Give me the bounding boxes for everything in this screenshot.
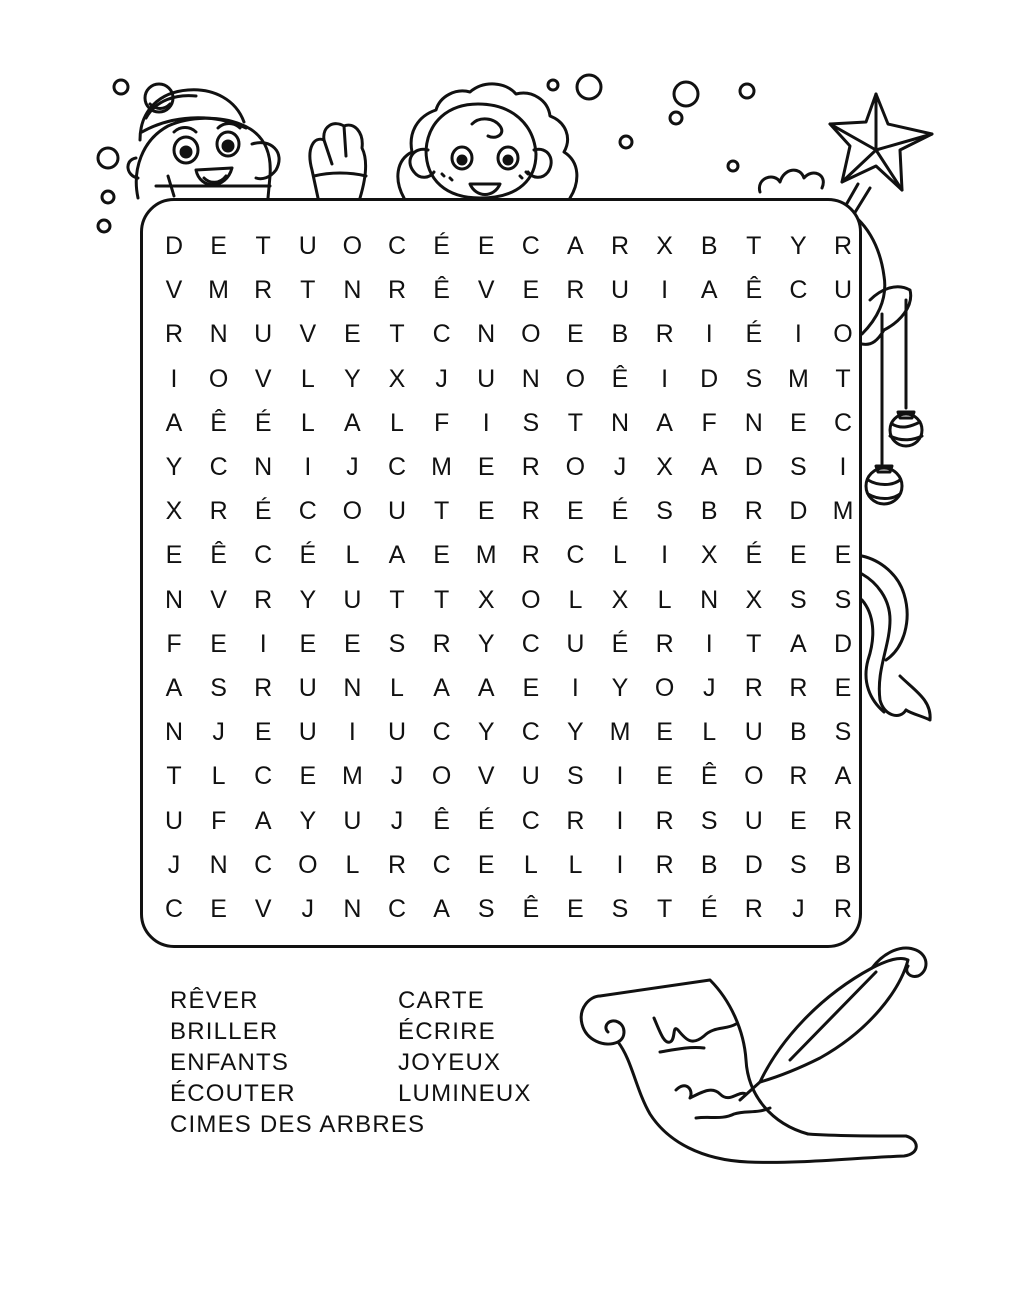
grid-letter[interactable]: C — [209, 453, 228, 481]
grid-letter[interactable]: I — [348, 718, 356, 747]
word-list-item: JOYEUX — [398, 1049, 502, 1076]
grid-letter[interactable]: L — [300, 364, 315, 393]
grid-letter[interactable]: O — [521, 585, 541, 614]
grid-letter[interactable]: C — [387, 895, 407, 923]
grid-letter[interactable]: L — [702, 718, 717, 747]
child-right-icon — [398, 84, 577, 198]
grid-letter[interactable]: M — [787, 364, 809, 393]
grid-letter[interactable]: C — [432, 320, 451, 349]
grid-letter[interactable]: U — [610, 276, 630, 305]
word-list-item: ÉCOUTER — [170, 1080, 296, 1107]
grid-letter[interactable]: E — [834, 541, 852, 570]
grid-letter[interactable]: Y — [790, 232, 807, 260]
grid-letter[interactable]: O — [342, 497, 363, 526]
grid-letter[interactable]: E — [344, 629, 361, 658]
grid-letter[interactable]: L — [345, 541, 360, 570]
grid-letter[interactable]: R — [744, 497, 763, 526]
grid-letter[interactable]: R — [521, 497, 540, 526]
grid-letter[interactable]: U — [566, 629, 585, 658]
grid-letter[interactable]: J — [390, 806, 404, 835]
grid-letter[interactable]: A — [165, 408, 183, 437]
grid-letter[interactable]: E — [254, 718, 272, 747]
grid-letter[interactable]: E — [522, 674, 540, 702]
grid-letter[interactable]: E — [210, 629, 227, 658]
grid-letter[interactable]: F — [166, 629, 182, 658]
grid-letter[interactable]: L — [345, 850, 360, 879]
grid-letter[interactable]: É — [611, 497, 629, 526]
grid-letter[interactable]: E — [834, 674, 852, 702]
word-list-item: BRILLER — [170, 1018, 279, 1045]
grid-letter[interactable]: S — [611, 895, 629, 923]
grid-letter[interactable]: L — [211, 762, 226, 791]
grid-letter[interactable]: S — [210, 674, 227, 702]
grid-letter[interactable]: C — [789, 276, 808, 305]
grid-letter[interactable]: S — [388, 629, 406, 658]
grid-letter[interactable]: Y — [567, 718, 584, 747]
grid-letter[interactable]: A — [656, 408, 673, 437]
grid-letter[interactable]: S — [567, 762, 584, 791]
grid-letter[interactable]: O — [744, 762, 764, 791]
grid-letter[interactable]: Y — [611, 674, 629, 702]
grid-letter[interactable]: C — [254, 762, 273, 791]
grid-letter[interactable]: O — [833, 320, 853, 349]
grid-letter[interactable]: Ê — [210, 541, 227, 570]
grid-letter[interactable]: J — [390, 762, 404, 791]
grid-letter[interactable]: S — [745, 364, 763, 393]
grid-letter[interactable]: U — [477, 364, 496, 393]
grid-letter[interactable]: U — [521, 762, 540, 791]
grid-letter[interactable]: E — [210, 895, 227, 923]
grid-letter[interactable]: I — [482, 408, 490, 437]
grid-letter[interactable]: C — [833, 408, 853, 437]
grid-letter[interactable]: S — [790, 850, 807, 879]
grid-letter[interactable]: Ê — [745, 276, 763, 305]
grid-letter[interactable]: I — [661, 364, 669, 393]
grid-letter[interactable]: D — [833, 629, 853, 658]
grid-letter[interactable]: L — [523, 850, 538, 879]
grid-letter[interactable]: X — [388, 364, 406, 393]
grid-letter[interactable]: A — [344, 408, 361, 437]
grid-letter[interactable]: V — [477, 276, 495, 305]
grid-letter[interactable]: A — [165, 674, 183, 702]
grid-letter[interactable]: L — [613, 541, 627, 570]
grid-letter[interactable]: J — [792, 895, 805, 923]
grid-letter[interactable]: L — [568, 850, 583, 879]
grid-letter[interactable]: E — [790, 408, 807, 437]
grid-letter[interactable]: E — [299, 762, 317, 791]
grid-letter[interactable]: E — [522, 276, 540, 305]
scroll-quill-icon — [581, 948, 926, 1162]
grid-letter[interactable]: T — [300, 276, 316, 305]
grid-letter[interactable]: É — [611, 629, 629, 658]
grid-letter[interactable]: U — [744, 718, 763, 747]
grid-letter[interactable]: U — [298, 718, 317, 747]
grid-letter[interactable]: N — [254, 453, 273, 481]
grid-letter[interactable]: R — [209, 497, 228, 526]
grid-letter[interactable]: A — [834, 762, 852, 791]
grid-letter[interactable]: É — [299, 541, 317, 570]
grid-letter[interactable]: X — [477, 585, 495, 614]
grid-letter[interactable]: O — [208, 364, 229, 393]
grid-letter[interactable]: E — [567, 320, 584, 349]
grid-letter[interactable]: T — [389, 320, 405, 349]
grid-letter[interactable]: J — [613, 453, 627, 481]
grid-letter[interactable]: T — [255, 232, 271, 260]
grid-letter[interactable]: M — [475, 541, 497, 570]
grid-letter[interactable]: R — [833, 232, 853, 260]
grid-letter[interactable]: S — [477, 895, 495, 923]
grid-letter[interactable]: E — [567, 895, 584, 923]
grid-letter[interactable]: U — [387, 718, 407, 747]
grid-letter[interactable]: S — [700, 806, 718, 835]
grid-letter[interactable]: Y — [299, 585, 317, 614]
grid-letter[interactable]: E — [477, 850, 495, 879]
grid-letter[interactable]: C — [387, 232, 407, 260]
word-list-item: CIMES DES ARBRES — [170, 1111, 426, 1138]
grid-letter[interactable]: R — [254, 276, 273, 305]
grid-letter[interactable]: Y — [344, 364, 361, 393]
grid-letter[interactable]: U — [343, 806, 362, 835]
grid-letter[interactable]: R — [833, 895, 853, 923]
grid-letter[interactable]: N — [343, 895, 362, 923]
grid-letter[interactable]: S — [834, 585, 852, 614]
grid-letter[interactable]: O — [565, 453, 586, 481]
grid-letter[interactable]: J — [212, 718, 225, 747]
grid-letter[interactable]: A — [433, 674, 450, 702]
grid-letter[interactable]: L — [300, 408, 315, 437]
grid-letter[interactable]: D — [744, 850, 763, 879]
grid-letter[interactable]: I — [839, 453, 847, 481]
grid-letter[interactable]: C — [298, 497, 317, 526]
grid-letter[interactable]: T — [835, 364, 851, 393]
grid-letter[interactable]: V — [299, 320, 317, 349]
word-list-item: ENFANTS — [170, 1049, 290, 1076]
grid-letter[interactable]: J — [702, 674, 716, 702]
grid-letter[interactable]: I — [259, 629, 267, 658]
grid-letter[interactable]: X — [656, 232, 673, 260]
grid-letter[interactable]: S — [790, 585, 807, 614]
grid-letter[interactable]: Y — [477, 629, 495, 658]
grid-letter[interactable]: F — [210, 806, 227, 835]
grid-letter[interactable]: A — [477, 674, 495, 702]
grid-letter[interactable]: I — [661, 541, 669, 570]
grid-letter[interactable]: R — [744, 895, 763, 923]
grid-letter[interactable]: É — [477, 806, 495, 835]
grid-letter[interactable]: R — [655, 850, 674, 879]
grid-letter[interactable]: É — [745, 320, 763, 349]
grid-letter[interactable]: É — [254, 408, 272, 437]
grid-letter[interactable]: X — [165, 497, 183, 526]
grid-letter[interactable]: O — [431, 762, 452, 791]
grid-letter[interactable]: B — [700, 850, 718, 879]
grid-letter[interactable]: U — [343, 585, 362, 614]
grid-letter[interactable]: E — [477, 232, 495, 260]
grid-letter[interactable]: O — [565, 364, 586, 393]
grid-letter[interactable]: N — [521, 364, 540, 393]
grid-letter[interactable]: É — [254, 497, 272, 526]
grid-letter[interactable]: A — [254, 806, 272, 835]
grid-letter[interactable]: T — [389, 585, 405, 614]
grid-letter[interactable]: D — [744, 453, 763, 481]
grid-letter[interactable]: Ê — [700, 762, 718, 791]
grid-letter[interactable]: C — [521, 718, 540, 747]
grid-letter[interactable]: C — [432, 850, 451, 879]
grid-letter[interactable]: V — [210, 585, 227, 614]
grid-letter[interactable]: É — [433, 232, 450, 260]
grid-letter[interactable]: I — [304, 453, 312, 481]
grid-letter[interactable]: T — [433, 585, 450, 614]
mitten-icon — [310, 124, 366, 198]
grid-letter[interactable]: N — [164, 585, 184, 614]
grid-letter[interactable]: M — [832, 497, 854, 526]
grid-letter[interactable]: L — [390, 674, 404, 702]
grid-letter[interactable]: E — [210, 232, 227, 260]
grid-letter[interactable]: Y — [477, 718, 495, 747]
grid-letter[interactable]: A — [388, 541, 406, 570]
grid-letter[interactable]: A — [700, 453, 718, 481]
grid-letter[interactable]: R — [789, 762, 808, 791]
grid-letter[interactable]: R — [254, 674, 273, 702]
grid-letter[interactable]: O — [521, 320, 541, 349]
grid-letter[interactable]: C — [164, 895, 184, 923]
grid-letter[interactable]: E — [656, 718, 673, 747]
grid-letter[interactable]: C — [521, 806, 540, 835]
grid-letter[interactable]: U — [298, 674, 317, 702]
grid-letter[interactable]: C — [521, 232, 540, 260]
grid-letter[interactable]: E — [344, 320, 361, 349]
grid-letter[interactable]: L — [657, 585, 672, 614]
grid-letter[interactable]: T — [656, 895, 673, 923]
grid-letter[interactable]: L — [390, 408, 404, 437]
grid-letter[interactable]: X — [700, 541, 718, 570]
grid-letter[interactable]: E — [477, 497, 495, 526]
grid-letter[interactable]: S — [656, 497, 673, 526]
grid-letter[interactable]: R — [387, 850, 407, 879]
grid-letter[interactable]: N — [700, 585, 719, 614]
grid-letter[interactable]: Ê — [210, 408, 227, 437]
grid-letter[interactable]: C — [432, 718, 451, 747]
grid-letter[interactable]: F — [701, 408, 717, 437]
grid-letter[interactable]: C — [521, 629, 540, 658]
grid-letter[interactable]: I — [794, 320, 802, 349]
grid-letter[interactable]: I — [571, 674, 579, 702]
grid-letter[interactable]: R — [254, 585, 273, 614]
grid-letter[interactable]: S — [790, 453, 807, 481]
grid-letter[interactable]: M — [609, 718, 631, 747]
grid-letter[interactable]: I — [616, 850, 624, 879]
grid-letter[interactable]: J — [435, 364, 448, 393]
grid-letter[interactable]: R — [655, 629, 674, 658]
ornament-icon — [866, 300, 922, 504]
grid-letter[interactable]: R — [521, 541, 540, 570]
grid-letter[interactable]: E — [790, 541, 807, 570]
grid-letter[interactable]: B — [834, 850, 852, 879]
word-list-item: ÉCRIRE — [398, 1018, 496, 1045]
grid-letter[interactable]: I — [705, 320, 713, 349]
grid-letter[interactable]: T — [746, 232, 762, 260]
grid-letter[interactable]: Ê — [522, 895, 540, 923]
grid-letter[interactable]: J — [346, 453, 359, 481]
grid-letter[interactable]: A — [433, 895, 450, 923]
grid-letter[interactable]: U — [254, 320, 273, 349]
grid-letter[interactable]: U — [744, 806, 763, 835]
grid-letter[interactable]: J — [167, 850, 181, 879]
grid-letter[interactable]: N — [744, 408, 763, 437]
grid-letter[interactable]: S — [522, 408, 540, 437]
grid-letter[interactable]: M — [431, 453, 452, 481]
grid-letter[interactable]: N — [343, 674, 362, 702]
grid-letter[interactable]: N — [164, 718, 184, 747]
grid-letter[interactable]: E — [790, 806, 807, 835]
grid-letter[interactable]: X — [611, 585, 629, 614]
grid-letter[interactable]: X — [745, 585, 763, 614]
grid-letter[interactable]: B — [611, 320, 629, 349]
grid-letter[interactable]: Y — [299, 806, 317, 835]
grid-letter[interactable]: R — [432, 629, 451, 658]
grid-letter[interactable]: T — [567, 408, 584, 437]
grid-letter[interactable]: E — [477, 453, 495, 481]
grid-letter[interactable]: R — [566, 806, 585, 835]
word-search-grid — [140, 198, 862, 948]
grid-letter[interactable]: Ê — [433, 806, 450, 835]
grid-letter[interactable]: I — [661, 276, 669, 305]
grid-letter[interactable]: U — [298, 232, 317, 260]
grid-letter[interactable]: C — [566, 541, 585, 570]
grid-letter[interactable]: T — [746, 629, 762, 658]
grid-letter[interactable]: R — [566, 276, 585, 305]
grid-letter[interactable]: N — [209, 320, 228, 349]
grid-letter[interactable]: E — [567, 497, 584, 526]
grid-letter[interactable]: E — [433, 541, 450, 570]
grid-letter[interactable]: É — [700, 895, 718, 923]
grid-letter[interactable]: B — [700, 232, 718, 260]
grid-letter[interactable]: Ê — [611, 364, 629, 393]
word-list-item: CARTE — [398, 987, 485, 1014]
grid-letter[interactable]: C — [254, 541, 273, 570]
grid-letter[interactable]: I — [170, 364, 178, 393]
grid-letter[interactable]: L — [568, 585, 583, 614]
grid-letter[interactable]: R — [387, 276, 407, 305]
grid-letter[interactable]: U — [833, 276, 853, 305]
grid-letter[interactable]: T — [433, 497, 450, 526]
grid-letter[interactable]: A — [790, 629, 807, 658]
grid-letter[interactable]: E — [656, 762, 673, 791]
grid-letter[interactable]: N — [209, 850, 228, 879]
grid-letter[interactable]: R — [164, 320, 184, 349]
grid-letter[interactable]: M — [341, 762, 363, 791]
grid-letter[interactable]: D — [700, 364, 719, 393]
grid-letter[interactable]: Ê — [433, 276, 450, 305]
word-list-item: LUMINEUX — [398, 1080, 532, 1107]
grid-letter[interactable]: C — [254, 850, 273, 879]
grid-letter[interactable]: B — [700, 497, 718, 526]
grid-letter[interactable]: V — [254, 895, 272, 923]
grid-letter[interactable]: D — [164, 232, 184, 260]
grid-letter[interactable]: X — [656, 453, 673, 481]
grid-letter[interactable]: V — [254, 364, 272, 393]
grid-letter[interactable]: R — [521, 453, 540, 481]
grid-letter[interactable]: Y — [165, 453, 183, 481]
grid-letter[interactable]: D — [789, 497, 808, 526]
grid-letter[interactable]: R — [655, 320, 674, 349]
grid-letter[interactable]: R — [833, 806, 853, 835]
grid-letter[interactable]: U — [164, 806, 184, 835]
grid-letter[interactable]: R — [610, 232, 630, 260]
grid-letter[interactable]: B — [790, 718, 807, 747]
grid-letter[interactable]: A — [567, 232, 584, 260]
grid-letter[interactable]: N — [477, 320, 496, 349]
grid-letter[interactable]: N — [343, 276, 362, 305]
grid-letter[interactable]: R — [744, 674, 763, 702]
grid-letter[interactable]: R — [655, 806, 674, 835]
grid-letter[interactable]: C — [387, 453, 407, 481]
grid-letter[interactable]: O — [654, 674, 675, 702]
grid-letter[interactable]: U — [387, 497, 407, 526]
grid-letter[interactable]: S — [834, 718, 852, 747]
grid-letter[interactable]: R — [789, 674, 808, 702]
grid-letter[interactable]: I — [705, 629, 713, 658]
grid-letter[interactable]: F — [433, 408, 450, 437]
grid-letter[interactable]: A — [700, 276, 718, 305]
grid-letter[interactable]: T — [166, 762, 182, 791]
ribbon-icon — [862, 556, 930, 720]
grid-letter[interactable]: I — [616, 762, 624, 791]
grid-letter[interactable]: E — [299, 629, 317, 658]
word-list-item: RÊVER — [170, 987, 259, 1014]
child-left-icon — [128, 84, 279, 198]
grid-letter[interactable]: O — [298, 850, 318, 879]
grid-letter[interactable]: É — [745, 541, 763, 570]
grid-letter[interactable]: O — [342, 232, 363, 260]
grid-letter[interactable]: I — [616, 806, 624, 835]
grid-letter[interactable]: V — [165, 276, 183, 305]
grid-letter[interactable]: J — [301, 895, 315, 923]
grid-letter[interactable]: M — [208, 276, 229, 305]
grid-letter[interactable]: E — [165, 541, 183, 570]
grid-letter[interactable]: V — [477, 762, 495, 791]
grid-letter[interactable]: N — [610, 408, 630, 437]
